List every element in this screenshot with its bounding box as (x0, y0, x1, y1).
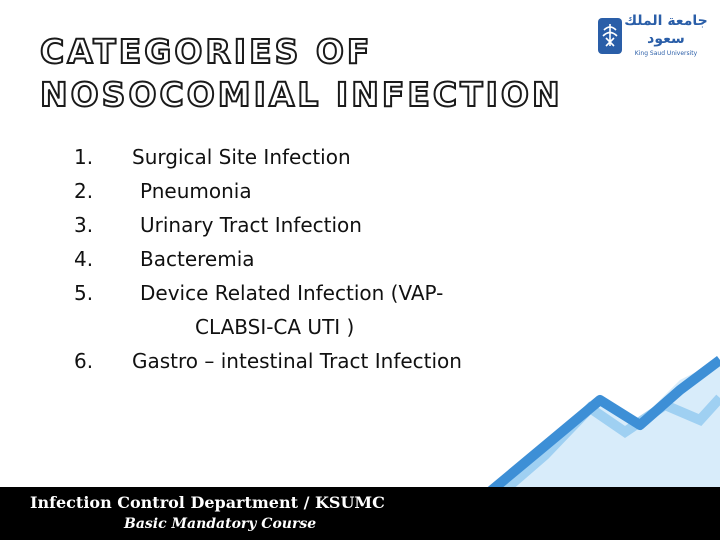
list-item-number: 5. (74, 281, 94, 305)
list-item-text: Pneumonia (140, 179, 252, 203)
list-item-text: Gastro – intestinal Tract Infection (132, 349, 462, 373)
list-item-text: Bacteremia (140, 247, 255, 271)
list-item-text: Device Related Infection (VAP- (140, 281, 444, 305)
list-item-number: 4. (74, 247, 94, 271)
list-item-text: Urinary Tract Infection (140, 213, 362, 237)
list-item-text: Surgical Site Infection (132, 145, 351, 169)
university-logo (596, 12, 708, 60)
list-item-text: CLABSI-CA UTI ) (195, 315, 355, 339)
footer-banner (0, 487, 720, 540)
logo-arabic-text: جامعة الملك سعود (624, 13, 708, 47)
logo-english-text: King Saud University (634, 50, 698, 57)
list-item-number: 6. (74, 349, 94, 373)
list-item-number: 3. (74, 213, 94, 237)
slide-title-line2: NOSOCOMIAL INFECTION (40, 75, 563, 114)
list-item-number: 1. (74, 145, 94, 169)
list-item-number: 2. (74, 179, 94, 203)
slide-title (40, 30, 563, 116)
footer-department: Infection Control Department / KSUMC (30, 493, 385, 512)
footer-course: Basic Mandatory Course (124, 516, 317, 532)
slide-title-line1: CATEGORIES OF (40, 32, 373, 71)
palm-emblem-icon (596, 16, 624, 56)
